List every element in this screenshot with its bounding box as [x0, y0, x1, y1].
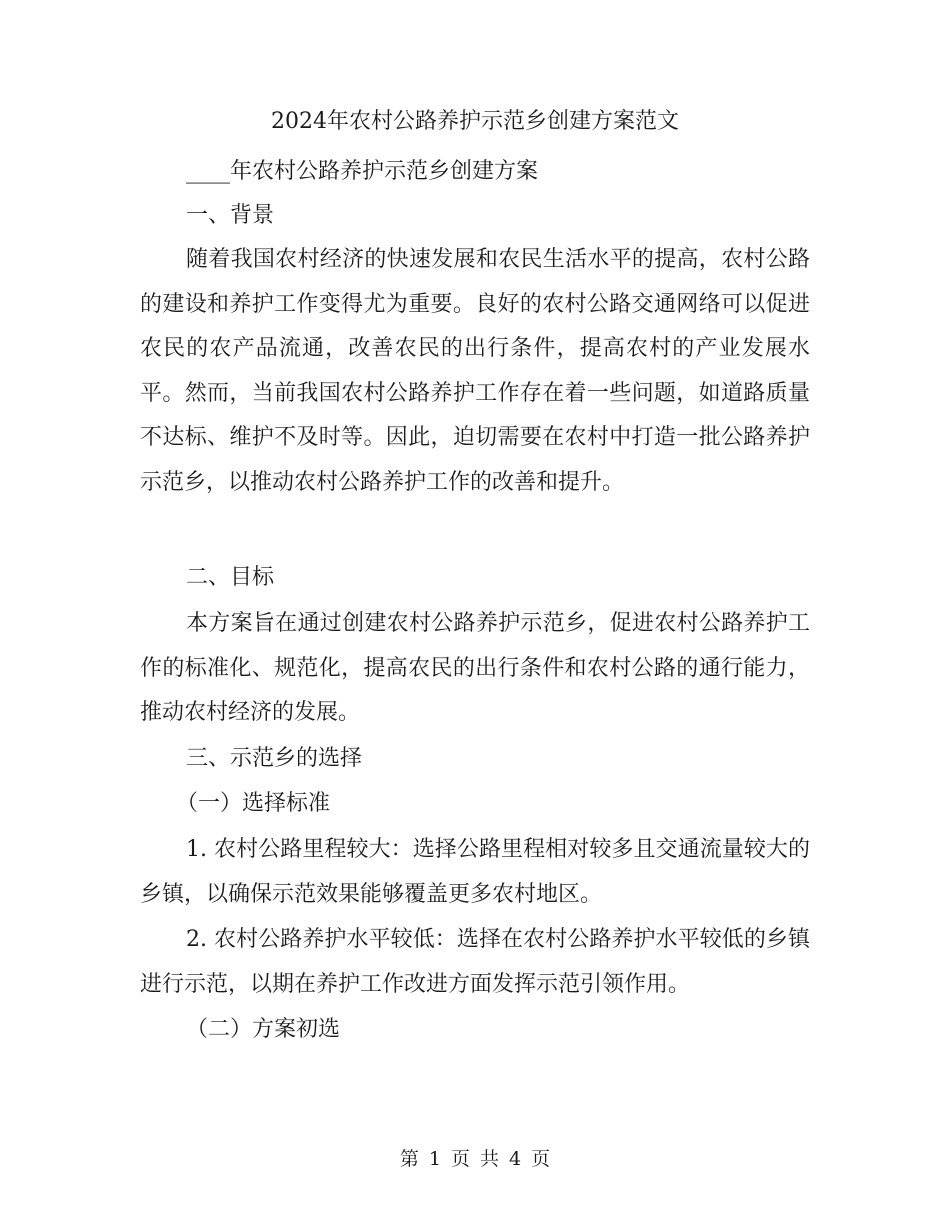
criteria-item-2: 2. 农村公路养护水平较低：选择在农村公路养护水平较低的乡镇进行示范，以期在养护工作改进方面发挥示范引领作用。	[140, 927, 810, 997]
section-heading-background: 一、背景	[186, 203, 275, 228]
document-title: 2024年农村公路养护示范乡创建方案范文	[271, 109, 679, 134]
subsection-heading-preliminary: （二）方案初选	[186, 1017, 341, 1042]
criteria-item-1: 1. 农村公路里程较大：选择公路里程相对较多且交通流量较大的乡镇，以确保示范效果能够覆盖更多农村地区。	[140, 837, 810, 907]
section-heading-selection: 三、示范乡的选择	[186, 746, 363, 771]
background-paragraph: 随着我国农村经济的快速发展和农民生活水平的提高，农村公路的建设和养护工作变得尤为重要。良好的农村公路交通网络可以促进农民的农产品流通，改善农民的出行条件，提高农村的产业发展水平。然而，当前我国农村公路养护工作存在着一些问题，如道路质量不达标、维护不及时等。因此，迫切需要在农村中打造一批公路养护示范乡，以推动农村公路养护工作的改善和提升。	[140, 247, 810, 495]
goal-paragraph: 本方案旨在通过创建农村公路养护示范乡，促进农村公路养护工作的标准化、规范化，提高农民的出行条件和农村公路的通行能力，推动农村经济的发展。	[140, 611, 810, 725]
page-number-footer: 第 1 页 共 4 页	[399, 1148, 551, 1170]
section-heading-goal: 二、目标	[186, 565, 275, 590]
subsection-heading-criteria: （一）选择标准	[176, 791, 331, 816]
document-subtitle: ____年农村公路养护示范乡创建方案	[186, 159, 539, 184]
